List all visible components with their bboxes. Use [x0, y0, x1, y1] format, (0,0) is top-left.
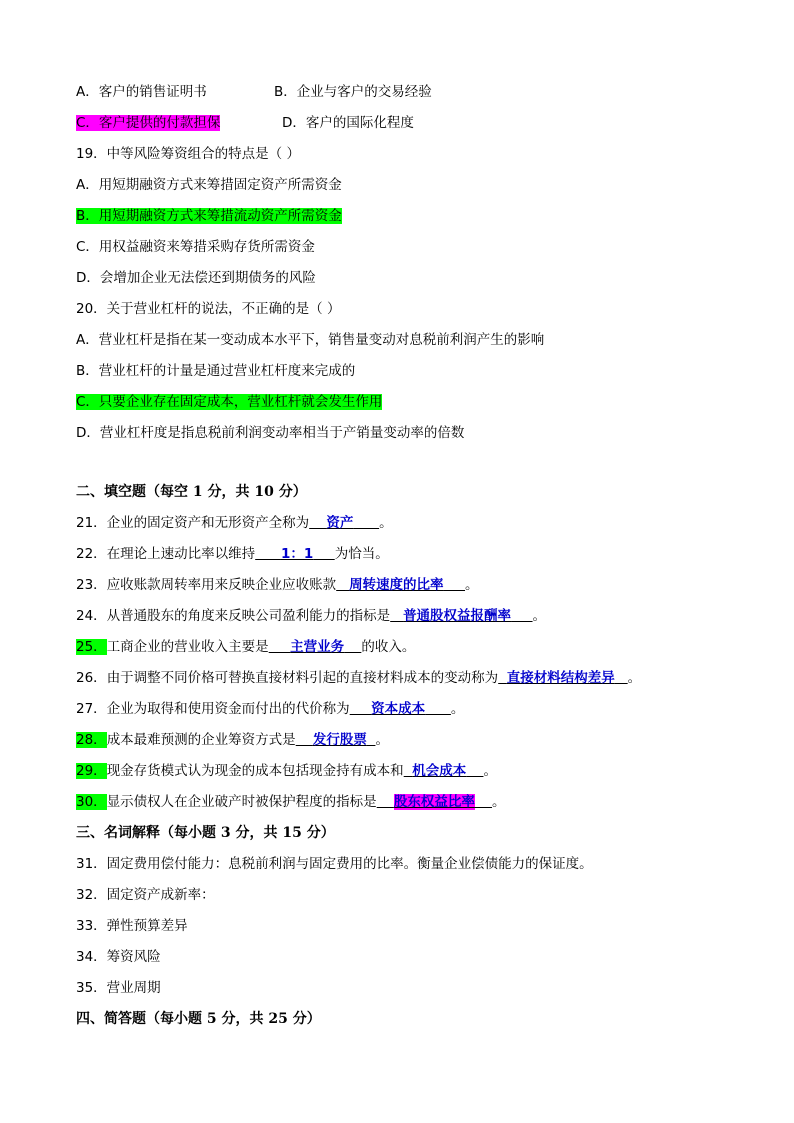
fill-item: 26．由于调整不同价格可替换直接材料引起的直接材料成本的变动称为 直接材料结构差异 。 — [76, 670, 642, 686]
fill-answer: 直接材料结构差异 — [506, 670, 615, 686]
fill-answer: 资产 — [326, 515, 354, 531]
q19-option-b-highlighted: B．用短期融资方式来筹措流动资产所需资金 — [76, 208, 342, 224]
q20-option-a: A．营业杠杆是指在某一变动成本水平下，销售量变动对息税前利润产生的影响 — [76, 332, 545, 348]
fill-item: 25．工商企业的营业收入主要是 主营业务 的收入。 — [76, 639, 416, 655]
fill-answer: 资本成本 — [371, 701, 426, 717]
term-item: 31．固定费用偿付能力：息税前利润与固定费用的比率。衡量企业偿债能力的保证度。 — [76, 856, 593, 872]
fill-answer: 主营业务 — [290, 639, 345, 655]
fill-item: 28．成本最难预测的企业筹资方式是 发行股票 。 — [76, 732, 389, 748]
fill-answer: 周转速度的比率 — [349, 577, 444, 593]
q20-stem: 20．关于营业杠杆的说法，不正确的是（ ） — [76, 301, 341, 317]
fill-item: 30．显示债权人在企业破产时被保护程度的指标是 股东权益比率 。 — [76, 794, 506, 810]
fill-item: 22．在理论上速动比率以维持 1：1 为恰当。 — [76, 546, 389, 562]
fill-item: 23．应收账款周转率用来反映企业应收账款 周转速度的比率 。 — [76, 577, 479, 593]
q19-option-a: A．用短期融资方式来筹措固定资产所需资金 — [76, 177, 342, 193]
term-item: 34．筹资风险 — [76, 949, 161, 965]
exam-page — [76, 80, 776, 1038]
fill-item: 29．现金存货模式认为现金的成本包括现金持有成本和 机会成本 。 — [76, 763, 497, 779]
term-item: 35．营业周期 — [76, 980, 161, 996]
fill-item: 24．从普通股东的角度来反映公司盈利能力的指标是 普通股权益报酬率 。 — [76, 608, 547, 624]
term-item: 33．弹性预算差异 — [76, 918, 188, 934]
q20-option-b: B．营业杠杆的计量是通过营业杠杆度来完成的 — [76, 363, 356, 379]
fill-answer: 发行股票 — [312, 732, 367, 748]
q18-option-a: A．客户的销售证明书 — [76, 84, 207, 100]
section4-heading: 四、简答题（每小题 5 分，共 25 分） — [76, 1011, 321, 1027]
q18-option-d: D．客户的国际化程度 — [282, 115, 414, 131]
q20-option-d: D．营业杠杆度是指息税前利润变动率相当于产销量变动率的倍数 — [76, 425, 465, 441]
fill-answer-highlighted: 股东权益比率 — [393, 794, 475, 810]
q18-options-ab — [76, 80, 776, 111]
fill-item: 21．企业的固定资产和无形资产全称为 资产 。 — [76, 515, 393, 531]
q20-option-c-highlighted: C．只要企业存在固定成本，营业杠杆就会发生作用 — [76, 394, 383, 410]
q18-option-b: B．企业与客户的交易经验 — [274, 84, 432, 100]
q18-option-c-highlighted: C．客户提供的付款担保 — [76, 115, 221, 131]
fill-item: 27．企业为取得和使用资金而付出的代价称为 资本成本 。 — [76, 701, 465, 717]
fill-answer: 1：1 — [280, 546, 314, 562]
section3-heading: 三、名词解释（每小题 3 分，共 15 分） — [76, 825, 335, 841]
fill-answer: 普通股权益报酬率 — [403, 608, 512, 624]
q18-options-cd — [76, 111, 776, 142]
term-item: 32．固定资产成新率： — [76, 887, 215, 903]
q19-option-c: C．用权益融资来筹措采购存货所需资金 — [76, 239, 315, 255]
q19-stem: 19．中等风险筹资组合的特点是（ ） — [76, 146, 300, 162]
q19-option-d: D．会增加企业无法偿还到期债务的风险 — [76, 270, 316, 286]
fill-answer: 机会成本 — [412, 763, 467, 779]
section2-heading: 二、填空题（每空 1 分，共 10 分） — [76, 484, 307, 500]
